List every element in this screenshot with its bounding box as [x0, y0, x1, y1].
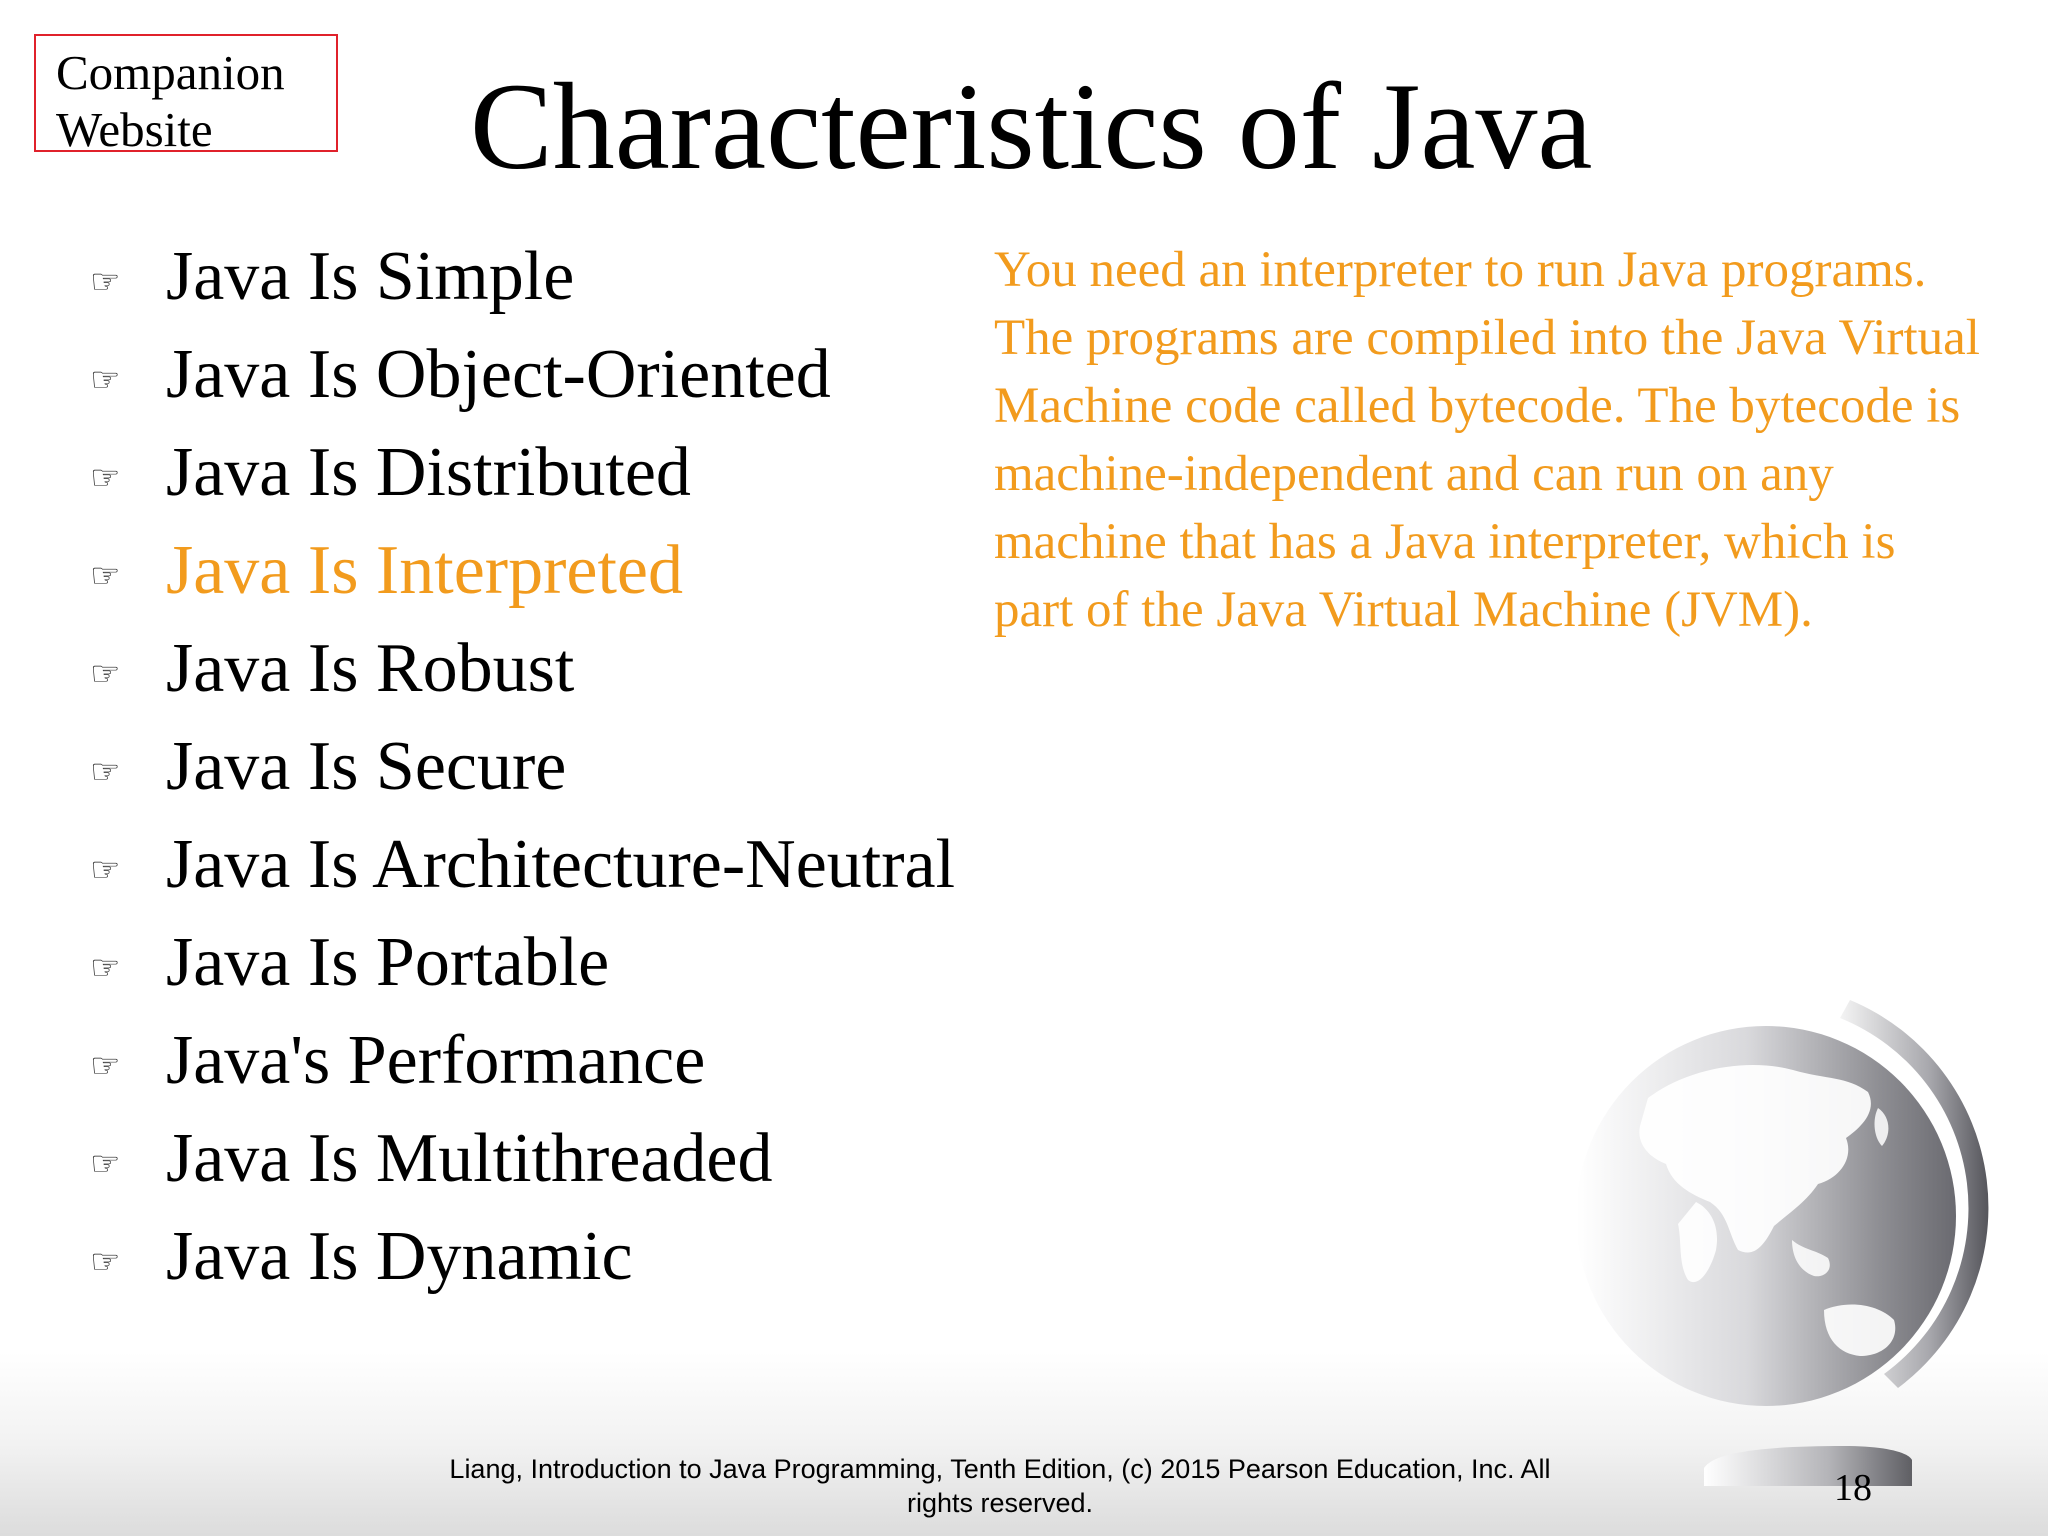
bullet-label: Java Is Multithreaded	[166, 1120, 773, 1197]
bullet-label: Java Is Robust	[166, 630, 575, 707]
bullet-label: Java Is Simple	[166, 238, 575, 315]
companion-line-1: Companion	[56, 45, 285, 100]
pointing-hand-icon: ☞	[90, 948, 121, 988]
pointing-hand-icon: ☞	[90, 1046, 121, 1086]
globe-logo-icon	[1578, 988, 2018, 1448]
page-number-tab	[1704, 1446, 1912, 1486]
footer-line-1: Liang, Introduction to Java Programming, Tenth Edition, (c) 2015 Pearson Education, Inc. All	[449, 1454, 1551, 1484]
pointing-hand-icon: ☞	[90, 458, 121, 498]
pointing-hand-icon: ☞	[90, 1242, 121, 1282]
bullet-label: Java Is Architecture-Neutral	[166, 826, 956, 903]
companion-line-2: Website	[56, 102, 213, 157]
interpreted-explanation: You need an interpreter to run Java programs. The programs are compiled into the Java Virtual Machine code called bytecode. The bytecode is machine-independent and can run on any machine that has a Java interpreter, which is part of the Java Virtual Machine (JVM).	[994, 242, 1980, 638]
copyright-footer	[400, 1452, 1600, 1520]
pointing-hand-icon: ☞	[90, 262, 121, 302]
page-number: 18	[1834, 1467, 1872, 1509]
bullet-label: Java Is Object-Oriented	[166, 336, 831, 413]
bullet-label: Java Is Portable	[166, 924, 610, 1001]
slide-title: Characteristics of Java	[470, 58, 1593, 195]
bullet-label: Java Is Secure	[166, 728, 567, 805]
companion-website-link[interactable]	[34, 34, 338, 157]
pointing-hand-icon: ☞	[90, 360, 121, 400]
pointing-hand-icon: ☞	[90, 556, 121, 596]
bullet-label: Java Is Dynamic	[166, 1218, 633, 1295]
pointing-hand-icon: ☞	[90, 752, 121, 792]
bullet-label: Java's Performance	[166, 1022, 706, 1099]
footer-line-2: rights reserved.	[906, 1488, 1094, 1518]
pointing-hand-icon: ☞	[90, 1144, 121, 1184]
pointing-hand-icon: ☞	[90, 850, 121, 890]
bullet-label: Java Is Interpreted	[166, 532, 683, 609]
bullet-label: Java Is Distributed	[166, 434, 691, 511]
pointing-hand-icon: ☞	[90, 654, 121, 694]
